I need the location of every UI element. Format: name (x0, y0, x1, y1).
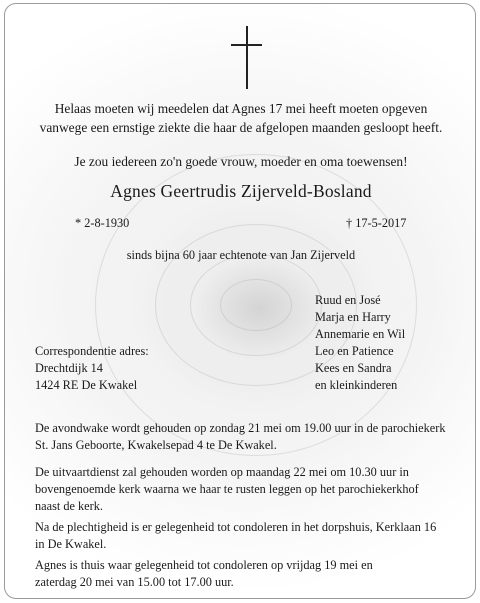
obituary-card (4, 3, 476, 599)
intro-line-1: Helaas moeten wij meedelen dat Agnes 17 mei heeft moeten opgeven (54, 101, 428, 116)
deceased-name: Agnes Geertrudis Zijerveld-Bosland (110, 181, 372, 201)
paragraph-line: De uitvaartdienst zal gehouden worden op maandag 22 mei om 10.30 uur in (35, 465, 409, 479)
paragraph-line: St. Jans Geboorte, Kwakelsepad 4 te De Kwakel. (35, 438, 277, 452)
paragraph-line: naast de kerk. (35, 499, 103, 513)
correspondence-label: Correspondentie adres: (35, 344, 149, 358)
birth-date: * 2-8-1930 (75, 216, 130, 230)
intro-line-2: vanwege een ernstige ziekte die haar de afgelopen maanden gesloopt heeft. (39, 120, 443, 135)
family-member: Ruud en José (315, 293, 381, 307)
paragraph-line: Agnes is thuis waar gelegenheid tot condoleren op vrijdag 19 mei en (35, 558, 373, 572)
paragraph-funeral (35, 464, 455, 515)
paragraph-wake (35, 420, 455, 454)
paragraph-condolence-hall (35, 519, 455, 553)
correspondence-city: 1424 RE De Kwakel (35, 378, 138, 392)
spouse-line: sinds bijna 60 jaar echtenote van Jan Zijerveld (126, 248, 356, 262)
paragraph-line: zaterdag 20 mei van 15.00 tot 17.00 uur. (35, 575, 234, 589)
paragraph-line: De avondwake wordt gehouden op zondag 21 mei om 19.00 uur in de parochiekerk (35, 421, 446, 435)
paragraph-condolence-home (35, 557, 455, 591)
family-member: Marja en Harry (315, 310, 391, 324)
paragraph-line: Na de plechtigheid is er gelegenheid tot condoleren in het dorpshuis, Kerklaan 16 (35, 520, 437, 534)
family-member: Kees en Sandra (315, 361, 392, 375)
wish-line: Je zou iedereen zo'n goede vrouw, moeder en oma toewensen! (74, 154, 408, 169)
family-member: Leo en Patience (315, 344, 394, 358)
correspondence-street: Drechtdijk 14 (35, 361, 103, 375)
paragraph-line: bovengenoemde kerk waarna we haar te rusten leggen op het parochiekerkhof (35, 482, 419, 496)
family-member: en kleinkinderen (315, 378, 398, 392)
paragraph-line: in De Kwakel. (35, 537, 107, 551)
death-date: † 17-5-2017 (346, 216, 407, 230)
family-member: Annemarie en Wil (315, 327, 406, 341)
